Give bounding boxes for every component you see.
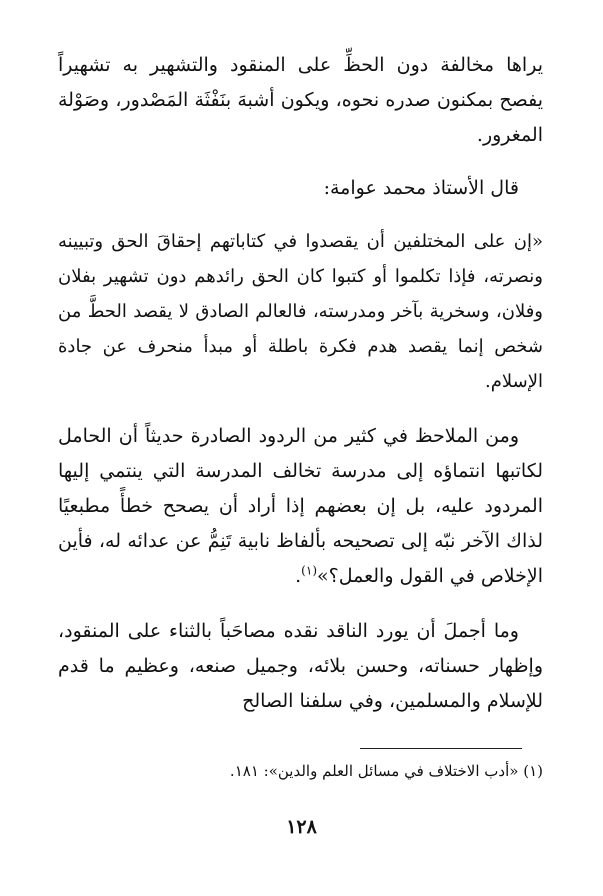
quote-paragraph-2	[58, 419, 543, 594]
footnote-separator	[360, 748, 522, 749]
paragraph-opening: يراها مخالفة دون الحظِّ على المنقود والتشهير به تشهيراً يفصح بمكنون صدره نحوه، ويكون أشبهَ بنَفْثَة المَصْدور، وصَوْلة المغرور.	[58, 54, 543, 146]
paragraph-praise: وما أجملَ أن يورد الناقد نقده مصاحَباً بالثناء على المنقود، وإظهار حسناته، وحسن بلائه، وجميل صنعه، وعظيم ما قدم للإسلام والمسلمين، وفي سلفنا الصالح	[58, 620, 543, 712]
spacer	[58, 594, 543, 614]
spacer	[58, 153, 543, 171]
spacer	[58, 399, 543, 419]
footnote: (١) «أدب الاختلاف في مسائل العلم والدين»: ١٨١.	[229, 762, 543, 780]
quote-attribution: قال الأستاذ محمد عوامة:	[323, 177, 519, 199]
spacer	[58, 206, 543, 224]
quote-paragraph-2-text: ومن الملاحظ في كثير من الردود الصادرة حديثاً أن الحامل لكاتبها انتماؤه إلى مدرسة تخالف المدرسة التي ينتمي إليها المردود عليه، بل إن بعضهم إذا أراد أن يصحح خطأً مطبعيًا لذاك الآخر نبّه إلى تصحيحه بألفاظ نابية تَنِمُّ عن عدائه له، فأين الإخلاص في القول والعمل؟»	[58, 425, 543, 587]
footnote-reference: (١)	[301, 563, 317, 578]
page-body	[58, 48, 543, 719]
quote-paragraph-1: «إن على المختلفين أن يقصدوا في كتاباتهم إحقاقَ الحق وتبيينه ونصرته، فإذا تكلموا أو كتبوا كان الحق رائدهم دون تشهير بفلان وفلان، وسخرية بآخر ومدرسته، فالعالم الصادق لا يقصد الحطَّ من شخص إنما يقصد هدم فكرة باطلة أو مبدأ منحرف عن جادة الإسلام.	[58, 231, 543, 392]
quote-end-period: .	[295, 565, 302, 587]
page-number: ١٢٨	[286, 816, 317, 838]
